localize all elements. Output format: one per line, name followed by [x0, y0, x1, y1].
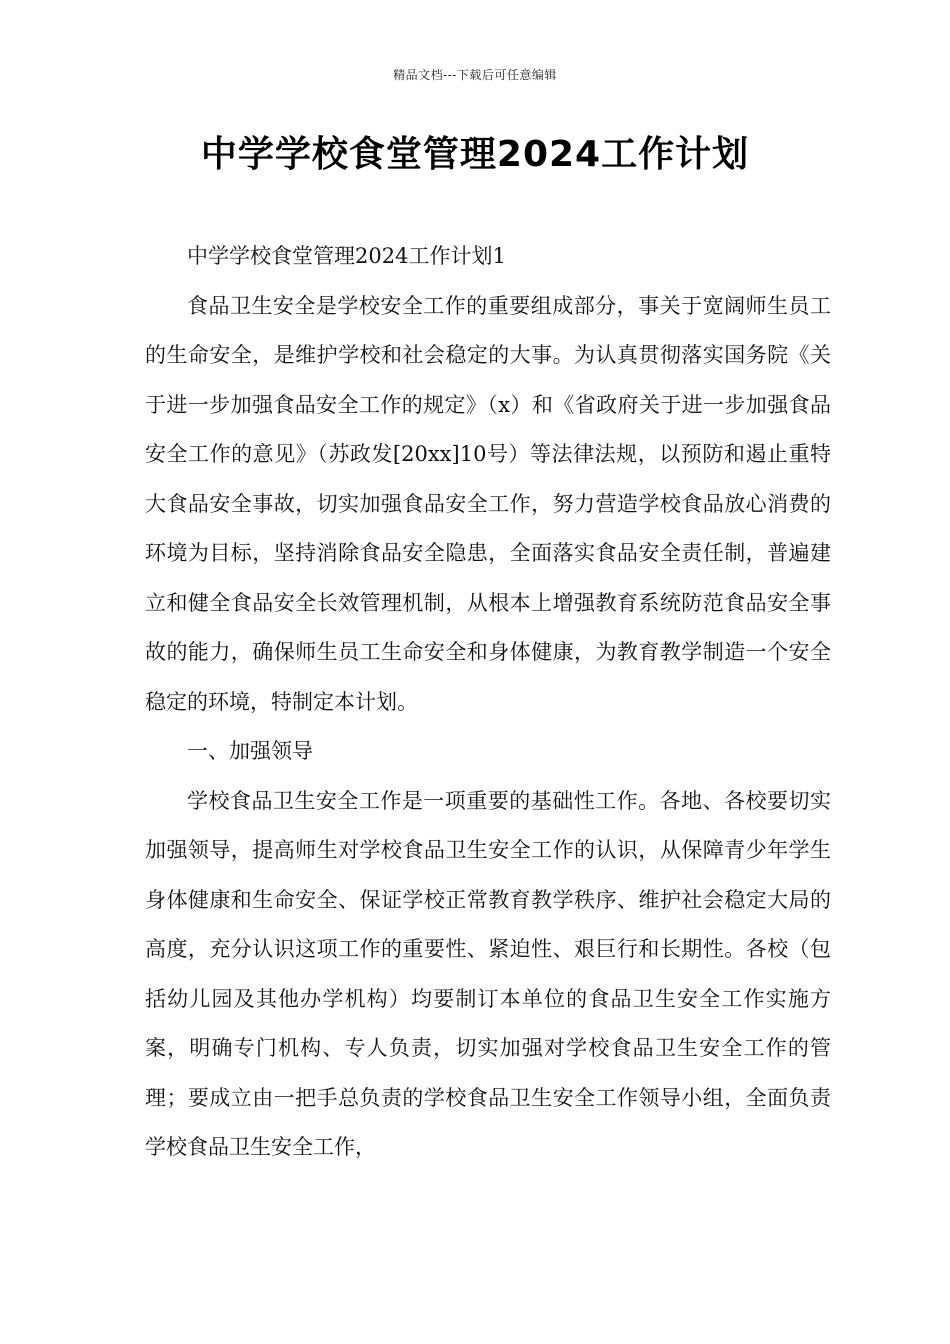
document-title: 中学学校食堂管理2024工作计划 — [200, 134, 750, 175]
document-subtitle: 中学学校食堂管理2024工作计划1 — [187, 244, 506, 268]
section-heading: 一、加强领导 — [187, 739, 313, 763]
paragraph-intro: 食品卫生安全是学校安全工作的重要组成部分，事关于宽阔师生员工的生命安全，是维护学校和社会稳定的大事。为认真贯彻落实国务院《关于进一步加强食品安全工作的规定》（x）和《省政府关于进一步加强食品安全工作的意见》（苏政发[20xx]10号）等法律法规，以预防和遏止重特大食品安全事故，切实加强食品安全工作，努力营造学校食品放心消费的环境为目标，坚持消除食品安全隐患，全面落实食品安全责任制，普遍建立和健全食品安全长效管理机制，从根本上增强教育系统防范食品安全事故的能力，确保师生员工生命安全和身体健康，为教育教学制造一个安全稳定的环境，特制定本计划。 — [145, 293, 831, 714]
paragraph-leadership: 学校食品卫生安全工作是一项重要的基础性工作。各地、各校要切实加强领导，提高师生对学校食品卫生安全工作的认识，从保障青少年学生身体健康和生命安全、保证学校正常教育教学秩序、维护社会稳定大局的高度，充分认识这项工作的重要性、紧迫性、艰巨行和长期性。各校（包括幼儿园及其他办学机构）均要制订本单位的食品卫生安全工作实施方案，明确专门机构、专人负责，切实加强对学校食品卫生安全工作的管理；要成立由一把手总负责的学校食品卫生安全工作领导小组，全面负责学校食品卫生安全工作， — [145, 788, 831, 1159]
header-note: 精品文档---下载后可任意编辑 — [393, 68, 557, 82]
document-body — [145, 232, 831, 1173]
